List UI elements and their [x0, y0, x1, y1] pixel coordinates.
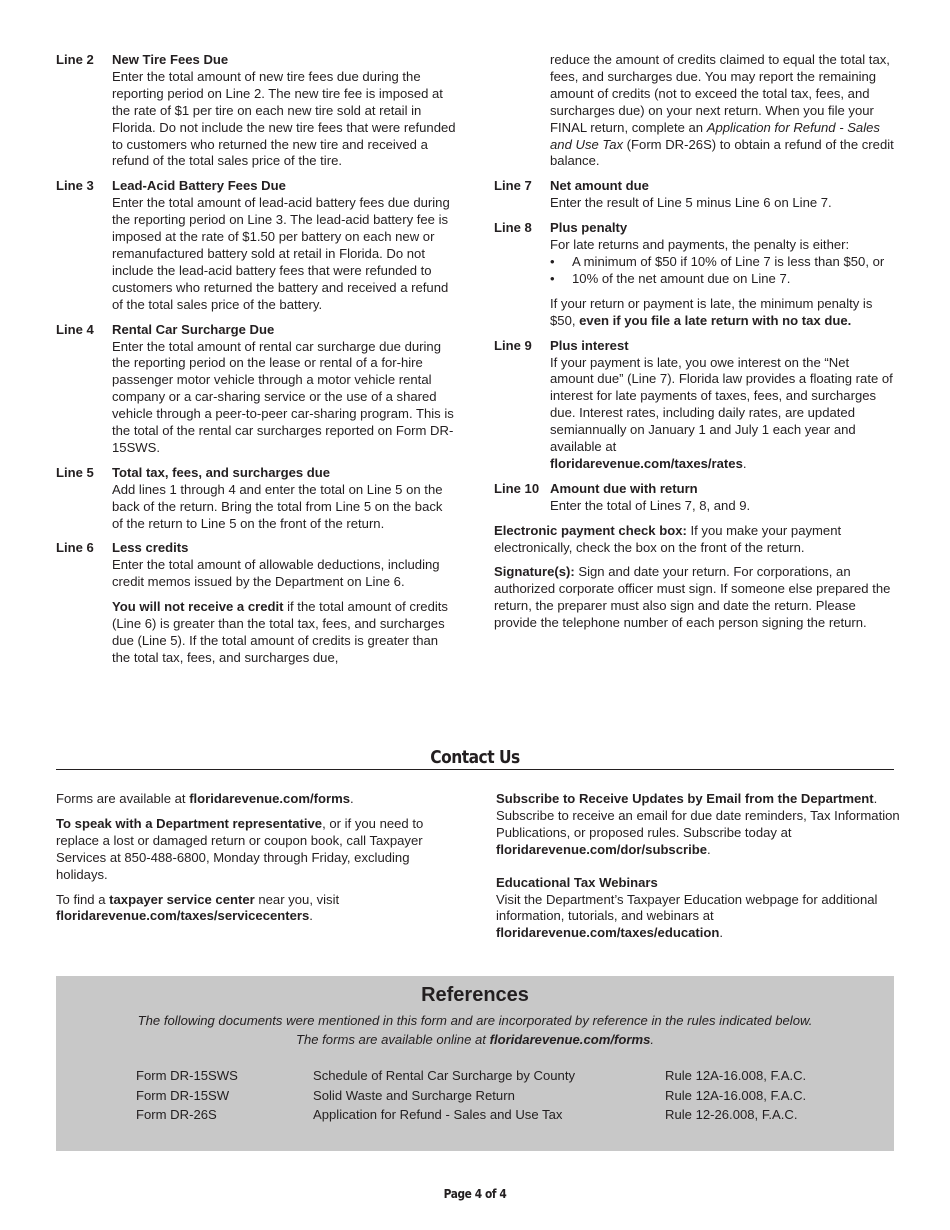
credit-continued-end: (Form DR-26S) to obtain a refund of the credit balance.	[550, 136, 894, 169]
line-body: Enter the total amount of lead-acid battery fees due during the reporting period on Line 3. The lead-acid battery fee is imposed at the rate of $1.50 per battery on each new or remanufactured battery sold at retail in Florida. Do not include the lead-acid battery fees that were refunded to customers who returned the battery and received a refund of the total sales price of the battery.	[112, 195, 450, 312]
credit-continued-paragraph	[550, 52, 894, 170]
line-8-instruction	[494, 220, 894, 329]
minimum-penalty-paragraph	[550, 296, 894, 330]
punctuation: .	[350, 791, 354, 806]
interest-rates-link[interactable]: floridarevenue.com/taxes/rates	[550, 455, 743, 471]
reference-description: Schedule of Rental Car Surcharge by County	[313, 1068, 576, 1083]
line-title: Lead-Acid Battery Fees Due	[112, 178, 286, 194]
line-label: Line 6	[56, 540, 94, 556]
instructions-right-column	[494, 52, 894, 640]
line-title: Amount due with return	[550, 480, 698, 496]
references-forms-link[interactable]: floridarevenue.com/forms	[489, 1032, 651, 1047]
line-body: Enter the total amount of rental car surcharge due during the reporting period on the lease or rental of a for-hire passenger motor vehicle through a motor vehicle rental company or a car-sharing service or the use of a shared vehicle through a peer-to-peer car-sharing program. This is the total of the rental car surcharges reported on Form DR-15SWS.	[112, 338, 454, 455]
line-6-continued	[494, 52, 894, 170]
punctuation: .	[650, 1032, 655, 1047]
line-label: Line 5	[56, 464, 94, 480]
punctuation: .	[742, 455, 747, 471]
line-body: Enter the total amount of allowable deductions, including credit memos issued by the Department on Line 6.	[112, 557, 440, 590]
line-body: If your payment is late, you owe interest on the “Net amount due” (Line 7). Florida law provides a floating rate of interest for late payments of taxes, fees, and surcharges due. Interest rates, including daily rates, are updated semiannually on January 1 and July 1 each year and available at	[550, 354, 893, 455]
credit-warning-paragraph	[112, 599, 456, 667]
page-number: Page 4 of 4	[443, 1186, 507, 1201]
line-6-instruction	[56, 540, 456, 666]
reference-form: Form DR-26S	[136, 1107, 217, 1122]
credit-continued-text: reduce the amount of credits claimed to equal the total tax, fees, and surcharges due. You may report the remaining amount of credits (not to exceed the total tax, fees, and surcharges due) on your next return. When you file your FINAL return, complete an	[550, 52, 890, 135]
line-2-instruction	[56, 52, 456, 170]
reference-form: Form DR-15SW	[136, 1087, 230, 1103]
reference-form: Form DR-15SWS	[136, 1068, 238, 1083]
punctuation: .	[309, 908, 313, 924]
credit-warning-text: if the total amount of credits (Line 6) is greater than the total tax, fees, and surcharges due (Line 5). If the total amount of credits is greater than the total tax, fees, and surcharges due,	[112, 599, 448, 665]
references-intro-line: The following documents were mentioned in this form and are incorporated by reference in the rules indicated below.	[137, 1013, 813, 1028]
signature-text: Sign and date your return. For corporations, an authorized corporate officer must sign. If someone else prepared the return, the preparer must also sign and date the return. Please provide the telephone number of each person signing the return.	[494, 564, 891, 631]
forms-text: Forms are available at	[56, 791, 190, 806]
service-center-text: To find a	[56, 891, 110, 907]
penalty-bullet: • 10% of the net amount due on Line 7.	[550, 271, 894, 288]
references-intro-text: The forms are available online at	[295, 1032, 490, 1047]
webinars-paragraph	[496, 875, 916, 943]
minimum-penalty-text: If your return or payment is late, the minimum penalty is $50,	[550, 295, 873, 328]
penalty-bullet: • A minimum of $50 if 10% of Line 7 is less than $50, or	[550, 254, 894, 271]
service-center-bold: taxpayer service center	[109, 891, 255, 907]
punctuation: .	[707, 841, 711, 857]
minimum-penalty-bold: even if you file a late return with no tax due.	[579, 312, 852, 328]
service-center-link[interactable]: floridarevenue.com/taxes/servicecenters	[56, 908, 310, 924]
reference-description: Solid Waste and Surcharge Return	[313, 1087, 515, 1103]
subscribe-paragraph	[496, 791, 916, 859]
reference-description: Application for Refund - Sales and Use Tax	[313, 1107, 563, 1122]
line-4-instruction	[56, 322, 456, 457]
line-7-instruction	[494, 178, 894, 212]
line-body: Add lines 1 through 4 and enter the total on Line 5 on the back of the return. Bring the total from Line 5 on the back of the return to Line 5 on the front of the return.	[112, 481, 443, 531]
service-center-paragraph	[56, 892, 456, 926]
line-body: For late returns and payments, the penalty is either:	[550, 237, 850, 253]
line-title: Plus penalty	[550, 220, 628, 236]
line-label: Line 2	[56, 52, 94, 67]
line-title: Less credits	[112, 540, 189, 556]
line-title: Total tax, fees, and surcharges due	[112, 464, 331, 480]
line-9-instruction	[494, 338, 894, 473]
line-label: Line 7	[494, 178, 532, 194]
line-body: Enter the total amount of new tire fees due during the reporting period on Line 2. The new tire fee is imposed at the rate of $1 per tire on each new tire sold at retail in Florida. Do not include the new tire fees that were refunded to customers who returned the new tire and received a refund of the total sales price of the tire.	[112, 68, 456, 169]
reference-rule: Rule 12A-16.008, F.A.C.	[665, 1068, 807, 1083]
line-5-instruction	[56, 465, 456, 533]
reference-rule: Rule 12A-16.008, F.A.C.	[665, 1087, 807, 1103]
line-title: Plus interest	[550, 337, 629, 353]
references-intro	[56, 1011, 894, 1049]
representative-heading: To speak with a Department representative	[56, 815, 323, 831]
line-label: Line 10	[494, 480, 540, 496]
webinars-text: Visit the Department’s Taxpayer Education webpage for additional information, tutorials, and webinars at	[496, 891, 878, 924]
reference-row	[136, 1068, 856, 1088]
subscribe-link[interactable]: floridarevenue.com/dor/subscribe	[496, 841, 708, 857]
line-label: Line 8	[494, 220, 532, 236]
reference-row	[136, 1088, 856, 1108]
webinars-heading: Educational Tax Webinars	[496, 874, 658, 890]
reference-row	[136, 1107, 856, 1127]
forms-link[interactable]: floridarevenue.com/forms	[189, 791, 350, 806]
line-label: Line 9	[494, 337, 532, 353]
reference-rule: Rule 12-26.008, F.A.C.	[665, 1107, 798, 1122]
instructions-left-column	[56, 52, 456, 675]
line-label: Line 4	[56, 321, 94, 337]
line-10-instruction	[494, 481, 894, 515]
representative-text: , or if you need to replace a lost or damaged return or coupon book, call Taxpayer Services at 850-488-6800, Monday through Friday, excluding holidays.	[56, 815, 424, 882]
line-body: Enter the result of Line 5 minus Line 6 on Line 7.	[550, 195, 832, 211]
electronic-payment-text: If you make your payment electronically, check the box on the front of the return.	[494, 522, 842, 555]
electronic-payment-paragraph	[494, 523, 894, 557]
credit-warning-bold: You will not receive a credit	[112, 599, 284, 615]
signature-heading: Signature(s):	[494, 564, 575, 580]
contact-divider	[56, 769, 894, 770]
contact-us-heading: Contact Us	[430, 747, 520, 768]
punctuation: .	[873, 791, 878, 806]
references-heading: References	[421, 984, 529, 1006]
line-title: Rental Car Surcharge Due	[112, 321, 275, 337]
webinars-link[interactable]: floridarevenue.com/taxes/education	[496, 925, 720, 941]
representative-paragraph	[56, 816, 456, 884]
punctuation: .	[719, 925, 724, 941]
references-table	[136, 1068, 856, 1127]
line-label: Line 3	[56, 178, 94, 194]
line-body: Enter the total of Lines 7, 8, and 9.	[550, 497, 751, 513]
line-3-instruction	[56, 178, 456, 313]
penalty-bullet-list	[550, 254, 894, 288]
electronic-payment-heading: Electronic payment check box:	[494, 522, 687, 538]
forms-paragraph	[56, 791, 456, 808]
contact-right-column	[496, 791, 916, 942]
signature-paragraph	[494, 564, 894, 632]
line-title: New Tire Fees Due	[112, 52, 229, 67]
subscribe-heading: Subscribe to Receive Updates by Email from the Department	[496, 791, 874, 806]
service-center-text-end: near you, visit	[254, 891, 340, 907]
subscribe-text: Subscribe to receive an email for due date reminders, Tax Information Publications, or proposed rules. Subscribe today at	[496, 807, 900, 840]
contact-left-column	[56, 791, 456, 933]
references-box	[56, 976, 894, 1151]
line-title: Net amount due	[550, 178, 649, 194]
refund-form-title: Application for Refund - Sales and Use Tax	[550, 119, 880, 152]
